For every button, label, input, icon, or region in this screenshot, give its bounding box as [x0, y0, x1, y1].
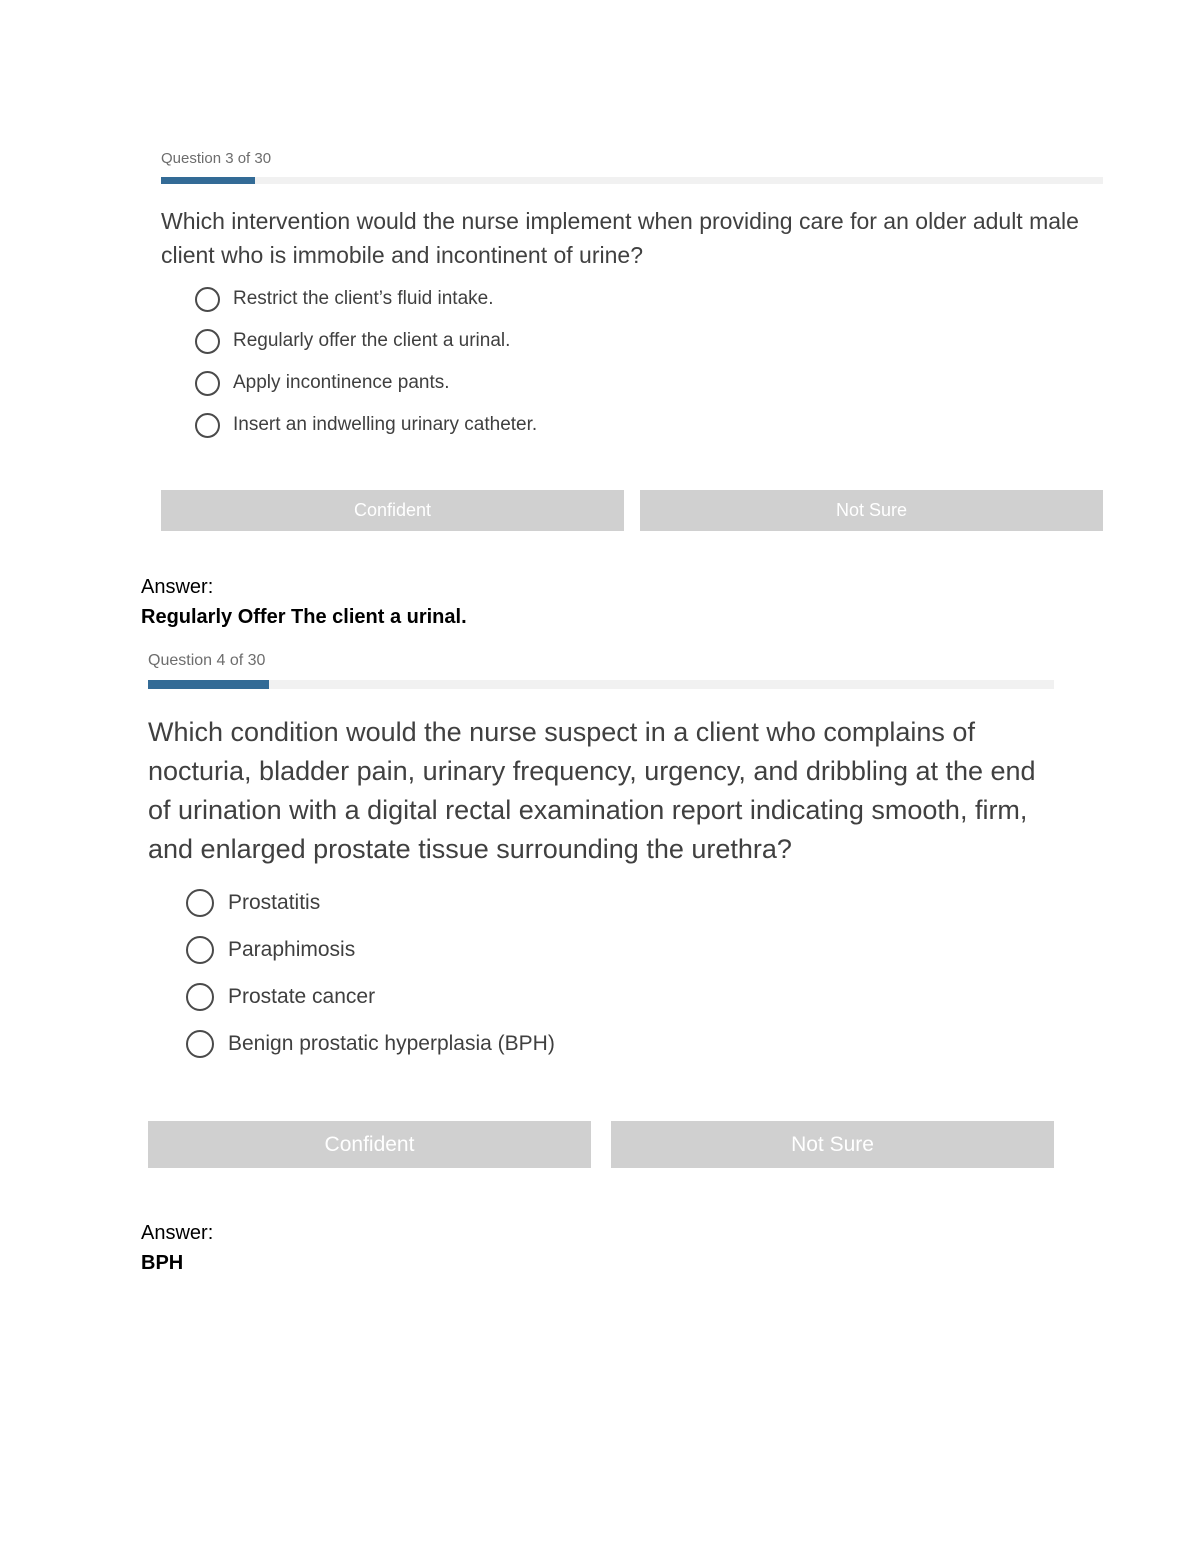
option-incontinence-pants[interactable]	[195, 362, 1103, 404]
radio-button[interactable]	[195, 371, 220, 396]
option-bph[interactable]	[186, 1020, 1054, 1067]
option-label: Insert an indwelling urinary catheter.	[233, 414, 538, 435]
progress-fill	[148, 680, 269, 689]
option-indwelling-catheter[interactable]	[195, 404, 1103, 446]
question-4-card	[148, 652, 1054, 1168]
radio-button[interactable]	[186, 889, 214, 917]
answer-options	[195, 278, 1103, 446]
option-label: Regularly offer the client a urinal.	[233, 330, 511, 351]
question-counter: Question 4 of 30	[148, 652, 266, 669]
answer-label: Answer:	[141, 576, 214, 598]
confidence-buttons	[148, 1121, 1054, 1168]
radio-button[interactable]	[186, 983, 214, 1011]
radio-button[interactable]	[195, 287, 220, 312]
answer-options	[186, 879, 1054, 1067]
option-label: Paraphimosis	[228, 937, 356, 961]
option-offer-urinal[interactable]	[195, 320, 1103, 362]
confident-button[interactable]: Confident	[148, 1121, 591, 1168]
question-3-card	[161, 150, 1103, 531]
option-label: Benign prostatic hyperplasia (BPH)	[228, 1031, 555, 1055]
option-paraphimosis[interactable]	[186, 926, 1054, 973]
answer-label: Answer:	[141, 1222, 214, 1244]
option-label: Prostate cancer	[228, 984, 376, 1008]
not-sure-button[interactable]: Not Sure	[611, 1121, 1054, 1168]
progress-fill	[161, 177, 255, 184]
not-sure-button[interactable]: Not Sure	[640, 490, 1103, 531]
confident-button[interactable]: Confident	[161, 490, 624, 531]
question-stem: Which condition would the nurse suspect in a client who complains of nocturia, bladder pain, urinary frequency, urgency, and dribbling at the end of urination with a digital rectal examination report indicating smooth, firm, and enlarged prostate tissue surrounding the urethra?	[148, 717, 1036, 864]
option-label: Restrict the client’s fluid intake.	[233, 288, 494, 309]
option-label: Prostatitis	[228, 890, 321, 914]
progress-bar	[148, 680, 1054, 689]
option-label: Apply incontinence pants.	[233, 372, 450, 393]
question-counter: Question 3 of 30	[161, 150, 272, 167]
option-restrict-fluid[interactable]	[195, 278, 1103, 320]
option-prostatitis[interactable]	[186, 879, 1054, 926]
progress-bar	[161, 177, 1103, 184]
radio-button[interactable]	[195, 329, 220, 354]
question-stem: Which intervention would the nurse implement when providing care for an older adult male client who is immobile and incontinent of urine?	[161, 208, 1079, 268]
radio-button[interactable]	[195, 413, 220, 438]
answer-block	[141, 572, 467, 632]
confidence-buttons	[161, 490, 1103, 531]
answer-value: BPH	[141, 1252, 184, 1274]
answer-block	[141, 1218, 213, 1278]
option-prostate-cancer[interactable]	[186, 973, 1054, 1020]
radio-button[interactable]	[186, 936, 214, 964]
radio-button[interactable]	[186, 1030, 214, 1058]
answer-value: Regularly Offer The client a urinal.	[141, 606, 467, 628]
